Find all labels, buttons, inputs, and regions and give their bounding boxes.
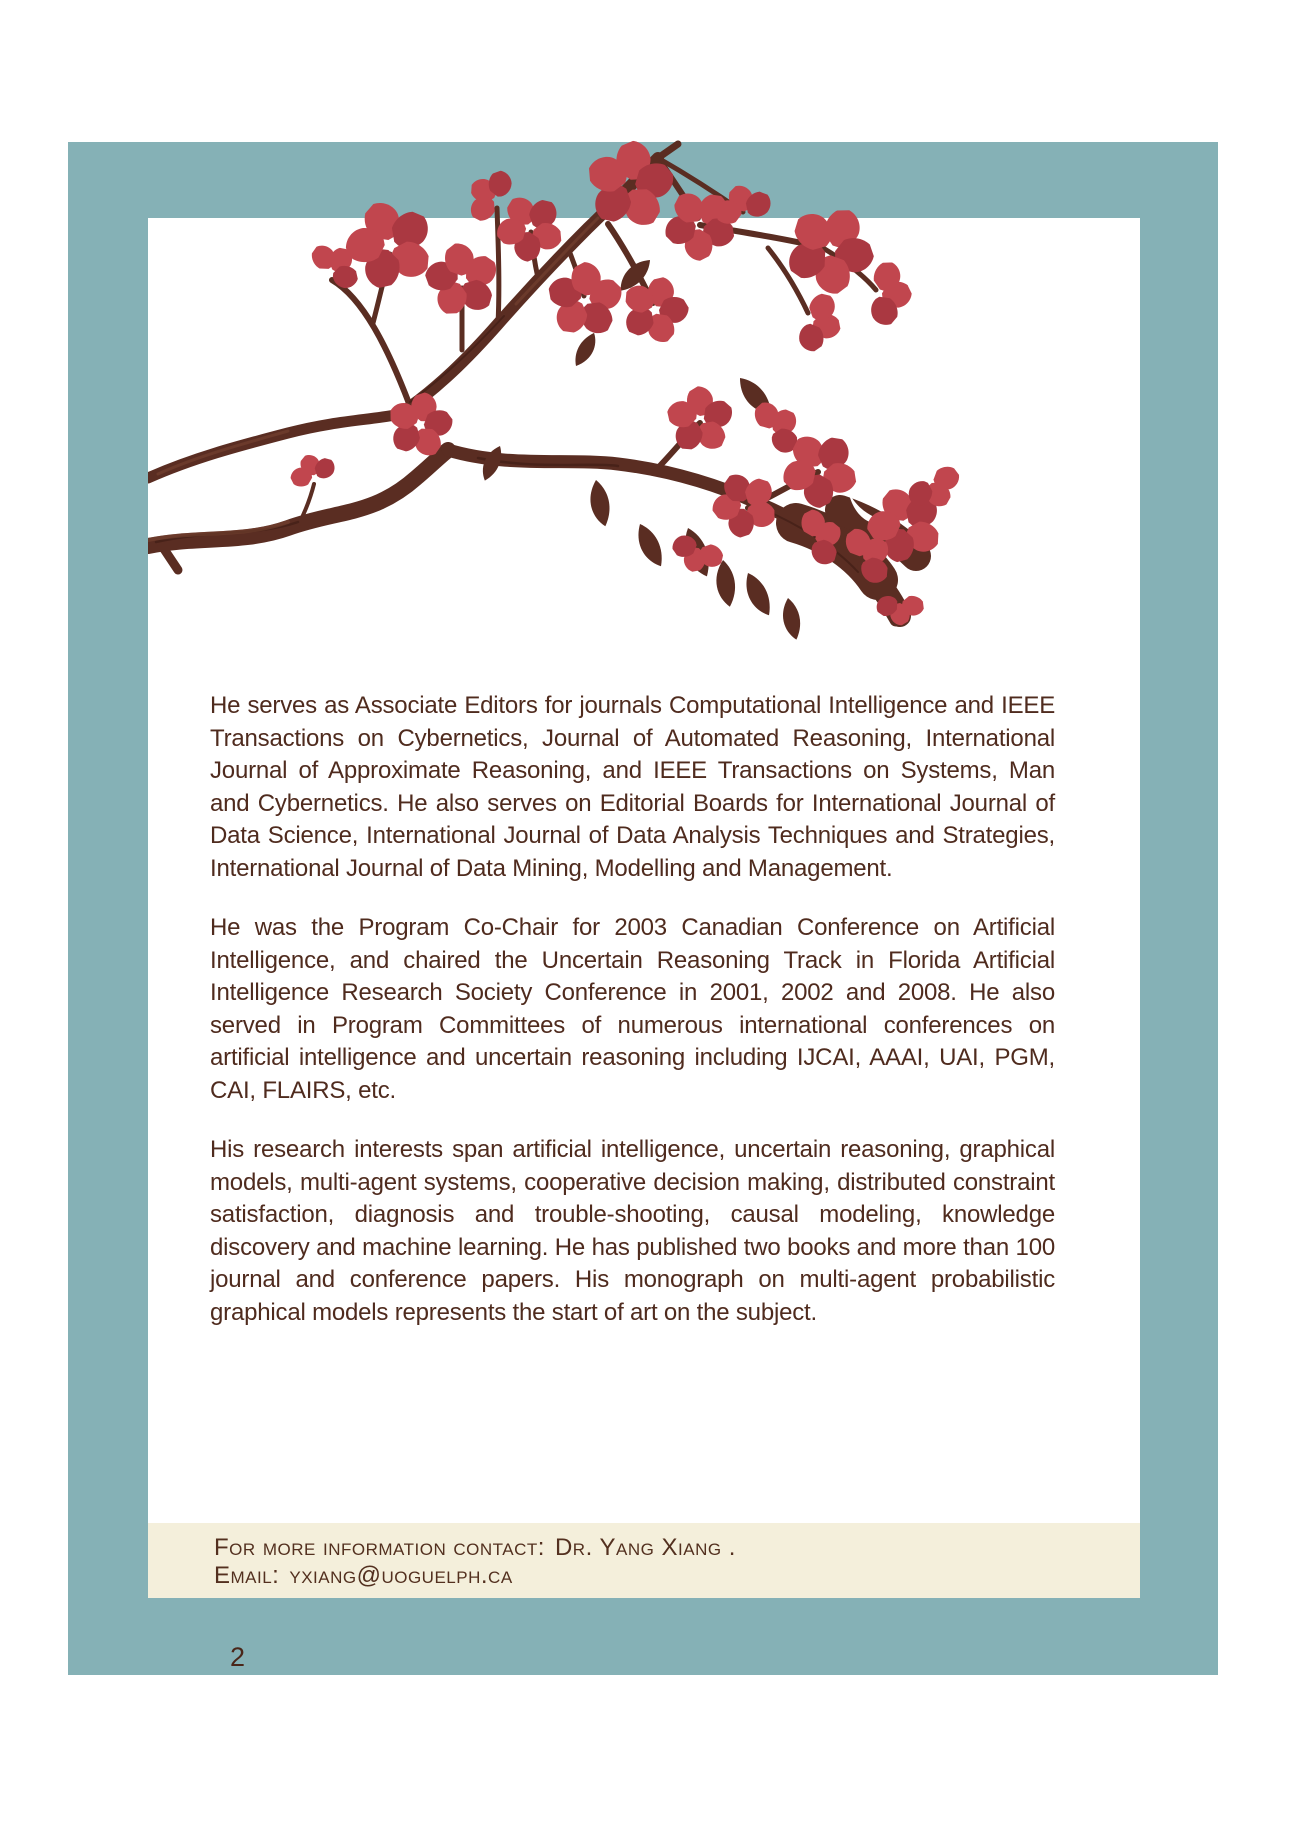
contact-footer-bar [148, 1523, 1140, 1598]
email-line [214, 1562, 1140, 1590]
paragraph-conference-roles: He was the Program Co-Chair for 2003 Canadian Conference on Artificial Intelligence, and chaired the Uncertain Reasoning Track in Florida Artificial Intelligence Research Society Conference in 2001, 2002 and 2008. He also served in Program Committees of numerous international conferences on artificial intelligence and uncertain reasoning including IJCAI, AAAI, UAI, PGM, CAI, FLAIRS, etc. [210, 914, 1055, 1104]
contact-label: For more information contact: [214, 1534, 545, 1561]
email-value: yxiang@uoguelph.ca [289, 1562, 513, 1589]
contact-line [214, 1534, 1140, 1562]
page-content-area [148, 218, 1140, 1598]
biography-text [210, 690, 1055, 1356]
paragraph-editorial-roles: He serves as Associate Editors for journals Computational Intelligence and IEEE Transactions on Cybernetics, Journal of Automated Reasoning, International Journal of Approximate Reasoning, and IEEE Transactions on Systems, Man and Cybernetics. He also serves on Editorial Boards for International Journal of Data Science, International Journal of Data Analysis Techniques and Strategies, International Journal of Data Mining, Modelling and Management. [210, 692, 1055, 882]
page-number: 2 [230, 1642, 246, 1672]
email-label: Email: [214, 1562, 280, 1589]
paragraph-research-interests: His research interests span artificial intelligence, uncertain reasoning, graphical models, multi-agent systems, cooperative decision making, distributed constraint satisfaction, diagnosis and trouble-shooting, causal modeling, knowledge discovery and machine learning. He has published two books and more than 100 journal and conference papers. His monograph on multi-agent probabilistic graphical models represents the start of art on the subject. [210, 1136, 1055, 1326]
contact-name: Dr. Yang Xiang . [554, 1534, 736, 1561]
